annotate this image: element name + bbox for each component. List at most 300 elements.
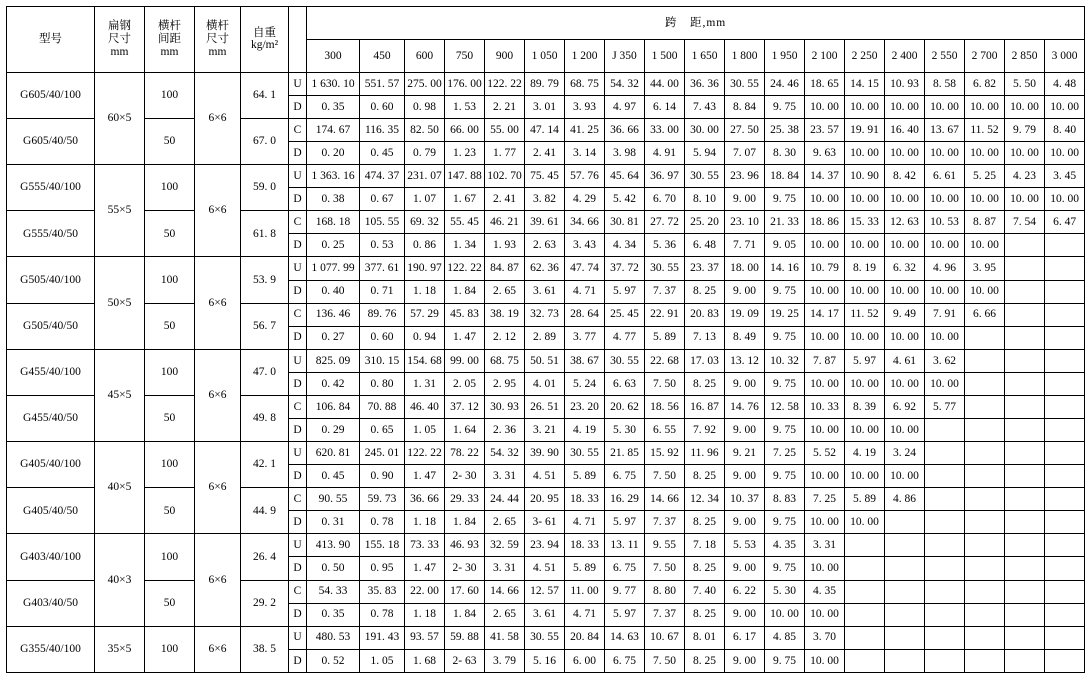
model-name: G455/40/100 bbox=[7, 349, 95, 395]
header-flat-steel: 扁钢 尺寸 mm bbox=[95, 7, 145, 73]
value-cell: 46. 21 bbox=[485, 211, 525, 234]
load-code: D bbox=[289, 95, 307, 118]
flat-steel-size: 60×5 bbox=[95, 72, 145, 164]
model-name: G355/40/100 bbox=[7, 626, 95, 672]
value-cell: 10. 00 bbox=[805, 649, 845, 672]
value-cell: 1. 31 bbox=[405, 372, 445, 395]
model-name: G403/40/100 bbox=[7, 534, 95, 580]
crossbar-size: 6×6 bbox=[195, 72, 241, 164]
value-cell: 69. 32 bbox=[405, 211, 445, 234]
value-cell: 11. 00 bbox=[565, 580, 605, 603]
value-cell bbox=[845, 626, 885, 649]
value-cell: 10. 00 bbox=[885, 372, 925, 395]
load-code: D bbox=[289, 188, 307, 211]
load-code: D bbox=[289, 649, 307, 672]
load-code: D bbox=[289, 234, 307, 257]
value-cell bbox=[1005, 488, 1045, 511]
value-cell bbox=[965, 649, 1005, 672]
table-row bbox=[7, 211, 1085, 234]
value-cell: 9. 75 bbox=[765, 188, 805, 211]
value-cell: 10. 00 bbox=[925, 142, 965, 165]
value-cell: 3. 21 bbox=[525, 419, 565, 442]
value-cell: 10. 00 bbox=[885, 419, 925, 442]
value-cell: 0. 60 bbox=[360, 326, 405, 349]
value-cell: 7. 37 bbox=[645, 603, 685, 626]
value-cell: 1. 18 bbox=[405, 280, 445, 303]
value-cell: 2. 41 bbox=[525, 142, 565, 165]
header-row-top bbox=[7, 7, 1085, 40]
value-cell: 190. 97 bbox=[405, 257, 445, 280]
value-cell: 17. 03 bbox=[685, 349, 725, 372]
value-cell: 9. 75 bbox=[765, 465, 805, 488]
value-cell: 8. 39 bbox=[845, 395, 885, 418]
value-cell: 3. 01 bbox=[525, 95, 565, 118]
value-cell: 14. 17 bbox=[805, 303, 845, 326]
self-weight-value: 26. 4 bbox=[241, 534, 289, 580]
flat-steel-size: 35×5 bbox=[95, 626, 145, 672]
value-cell: 0. 35 bbox=[307, 95, 360, 118]
value-cell: 10. 00 bbox=[1005, 188, 1045, 211]
value-cell bbox=[1005, 511, 1045, 534]
value-cell: 5. 24 bbox=[565, 372, 605, 395]
value-cell: 46. 93 bbox=[445, 534, 485, 557]
value-cell bbox=[925, 580, 965, 603]
value-cell bbox=[1045, 326, 1085, 349]
value-cell bbox=[885, 534, 925, 557]
header-span-450: 450 bbox=[360, 39, 405, 72]
model-name: G405/40/100 bbox=[7, 442, 95, 488]
value-cell: 2. 65 bbox=[485, 511, 525, 534]
value-cell: 14. 63 bbox=[605, 626, 645, 649]
value-cell bbox=[1045, 557, 1085, 580]
crossbar-spacing: 50 bbox=[145, 395, 195, 441]
value-cell: 1. 53 bbox=[445, 95, 485, 118]
value-cell: 2. 21 bbox=[485, 95, 525, 118]
value-cell: 3. 62 bbox=[925, 349, 965, 372]
load-code: C bbox=[289, 303, 307, 326]
value-cell: 10. 00 bbox=[805, 280, 845, 303]
flat-steel-size: 45×5 bbox=[95, 349, 145, 441]
value-cell: 11. 52 bbox=[845, 303, 885, 326]
value-cell bbox=[1045, 395, 1085, 418]
value-cell: 10. 00 bbox=[805, 419, 845, 442]
value-cell: 5. 52 bbox=[805, 442, 845, 465]
value-cell bbox=[1005, 557, 1045, 580]
value-cell: 35. 83 bbox=[360, 580, 405, 603]
value-cell: 9. 05 bbox=[765, 234, 805, 257]
value-cell bbox=[885, 580, 925, 603]
value-cell: 3. 82 bbox=[525, 188, 565, 211]
header-span-1500: 1 500 bbox=[645, 39, 685, 72]
value-cell: 7. 91 bbox=[925, 303, 965, 326]
value-cell: 10. 00 bbox=[1045, 95, 1085, 118]
value-cell: 310. 15 bbox=[360, 349, 405, 372]
value-cell: 25. 45 bbox=[605, 303, 645, 326]
header-crossbar-size: 横杆 尺寸 mm bbox=[195, 7, 241, 73]
value-cell bbox=[1005, 534, 1045, 557]
value-cell: 4. 85 bbox=[765, 626, 805, 649]
table-row bbox=[7, 349, 1085, 372]
value-cell: 10. 00 bbox=[925, 188, 965, 211]
value-cell bbox=[925, 557, 965, 580]
self-weight-value: 42. 1 bbox=[241, 442, 289, 488]
value-cell: 68. 75 bbox=[485, 349, 525, 372]
value-cell: 10. 00 bbox=[845, 188, 885, 211]
value-cell: 4. 51 bbox=[525, 465, 565, 488]
value-cell: 32. 73 bbox=[525, 303, 565, 326]
value-cell: 1. 05 bbox=[360, 649, 405, 672]
value-cell bbox=[1045, 419, 1085, 442]
value-cell bbox=[1005, 372, 1045, 395]
value-cell: 10. 00 bbox=[765, 603, 805, 626]
value-cell: 8. 01 bbox=[685, 626, 725, 649]
value-cell: 7. 50 bbox=[645, 557, 685, 580]
value-cell: 90. 55 bbox=[307, 488, 360, 511]
value-cell: 10. 00 bbox=[845, 372, 885, 395]
value-cell: 1 077. 99 bbox=[307, 257, 360, 280]
header-span-2250: 2 250 bbox=[845, 39, 885, 72]
value-cell bbox=[1045, 626, 1085, 649]
value-cell: 10. 00 bbox=[845, 419, 885, 442]
table-row bbox=[7, 488, 1085, 511]
value-cell: 10. 00 bbox=[925, 326, 965, 349]
value-cell: 6. 48 bbox=[685, 234, 725, 257]
value-cell: 0. 78 bbox=[360, 603, 405, 626]
value-cell: 14. 66 bbox=[485, 580, 525, 603]
value-cell: 19. 09 bbox=[725, 303, 765, 326]
value-cell: 6. 92 bbox=[885, 395, 925, 418]
value-cell: 10. 00 bbox=[885, 465, 925, 488]
value-cell: 10. 93 bbox=[885, 72, 925, 95]
value-cell bbox=[1045, 511, 1085, 534]
value-cell: 0. 40 bbox=[307, 280, 360, 303]
value-cell: 3. 31 bbox=[805, 534, 845, 557]
value-cell: 2. 65 bbox=[485, 603, 525, 626]
crossbar-size: 6×6 bbox=[195, 165, 241, 257]
self-weight-value: 64. 1 bbox=[241, 72, 289, 118]
value-cell: 30. 55 bbox=[605, 349, 645, 372]
value-cell: 0. 86 bbox=[405, 234, 445, 257]
value-cell bbox=[1045, 603, 1085, 626]
value-cell: 2. 95 bbox=[485, 372, 525, 395]
value-cell: 9. 75 bbox=[765, 649, 805, 672]
value-cell bbox=[965, 372, 1005, 395]
value-cell: 23. 37 bbox=[685, 257, 725, 280]
value-cell: 1. 64 bbox=[445, 419, 485, 442]
value-cell: 10. 00 bbox=[1045, 188, 1085, 211]
value-cell: 27. 50 bbox=[725, 119, 765, 142]
load-code: D bbox=[289, 603, 307, 626]
value-cell: 10. 00 bbox=[845, 95, 885, 118]
value-cell: 10. 00 bbox=[845, 280, 885, 303]
value-cell: 16. 87 bbox=[685, 395, 725, 418]
value-cell: 24. 44 bbox=[485, 488, 525, 511]
value-cell: 4. 71 bbox=[565, 603, 605, 626]
value-cell bbox=[1005, 465, 1045, 488]
value-cell bbox=[925, 649, 965, 672]
model-name: G505/40/50 bbox=[7, 303, 95, 349]
self-weight-value: 59. 0 bbox=[241, 165, 289, 211]
value-cell: 0. 20 bbox=[307, 142, 360, 165]
header-span-600: 600 bbox=[405, 39, 445, 72]
value-cell: 45. 64 bbox=[605, 165, 645, 188]
value-cell bbox=[925, 442, 965, 465]
value-cell: 4. 34 bbox=[605, 234, 645, 257]
value-cell bbox=[1005, 580, 1045, 603]
crossbar-spacing: 50 bbox=[145, 303, 195, 349]
value-cell: 6. 66 bbox=[965, 303, 1005, 326]
value-cell: 191. 43 bbox=[360, 626, 405, 649]
self-weight-value: 47. 0 bbox=[241, 349, 289, 395]
value-cell: 8. 19 bbox=[845, 257, 885, 280]
header-crossbar-spacing: 横杆 间距 mm bbox=[145, 7, 195, 73]
value-cell: 8. 30 bbox=[765, 142, 805, 165]
value-cell: 23. 10 bbox=[725, 211, 765, 234]
value-cell: 93. 57 bbox=[405, 626, 445, 649]
value-cell: 3. 79 bbox=[485, 649, 525, 672]
value-cell bbox=[885, 511, 925, 534]
value-cell: 38. 67 bbox=[565, 349, 605, 372]
table-row bbox=[7, 72, 1085, 95]
value-cell bbox=[1045, 488, 1085, 511]
value-cell: 9. 21 bbox=[725, 442, 765, 465]
value-cell bbox=[1005, 257, 1045, 280]
value-cell bbox=[1005, 326, 1045, 349]
value-cell: 0. 67 bbox=[360, 188, 405, 211]
value-cell: 13. 11 bbox=[605, 534, 645, 557]
value-cell: 1. 68 bbox=[405, 649, 445, 672]
value-cell: 0. 94 bbox=[405, 326, 445, 349]
value-cell: 36. 97 bbox=[645, 165, 685, 188]
value-cell: 16. 40 bbox=[885, 119, 925, 142]
crossbar-size: 6×6 bbox=[195, 626, 241, 672]
value-cell: 102. 70 bbox=[485, 165, 525, 188]
value-cell: 7. 18 bbox=[685, 534, 725, 557]
value-cell: 45. 83 bbox=[445, 303, 485, 326]
value-cell: 20. 62 bbox=[605, 395, 645, 418]
value-cell: 6. 14 bbox=[645, 95, 685, 118]
value-cell: 3. 95 bbox=[965, 257, 1005, 280]
value-cell: 2. 89 bbox=[525, 326, 565, 349]
value-cell: 10. 37 bbox=[725, 488, 765, 511]
model-name: G455/40/50 bbox=[7, 395, 95, 441]
crossbar-spacing: 100 bbox=[145, 72, 195, 118]
value-cell: 7. 50 bbox=[645, 465, 685, 488]
value-cell bbox=[965, 511, 1005, 534]
self-weight-value: 49. 8 bbox=[241, 395, 289, 441]
value-cell: 8. 25 bbox=[685, 372, 725, 395]
value-cell: 30. 55 bbox=[565, 442, 605, 465]
value-cell: 4. 86 bbox=[885, 488, 925, 511]
value-cell: 9. 77 bbox=[605, 580, 645, 603]
header-span-1200: 1 200 bbox=[565, 39, 605, 72]
value-cell: 0. 29 bbox=[307, 419, 360, 442]
value-cell: 10. 00 bbox=[845, 142, 885, 165]
value-cell: 8. 58 bbox=[925, 72, 965, 95]
value-cell: 2. 12 bbox=[485, 326, 525, 349]
value-cell: 7. 25 bbox=[805, 488, 845, 511]
value-cell: 0. 45 bbox=[360, 142, 405, 165]
value-cell: 7. 54 bbox=[1005, 211, 1045, 234]
value-cell: 10. 00 bbox=[925, 95, 965, 118]
value-cell: 18. 84 bbox=[765, 165, 805, 188]
value-cell: 9. 75 bbox=[765, 557, 805, 580]
model-name: G555/40/100 bbox=[7, 165, 95, 211]
value-cell: 3. 77 bbox=[565, 326, 605, 349]
value-cell: 245. 01 bbox=[360, 442, 405, 465]
value-cell: 9. 00 bbox=[725, 511, 765, 534]
header-span-1650: 1 650 bbox=[685, 39, 725, 72]
model-name: G605/40/50 bbox=[7, 119, 95, 165]
value-cell: 75. 45 bbox=[525, 165, 565, 188]
value-cell: 3. 70 bbox=[805, 626, 845, 649]
value-cell: 3. 61 bbox=[525, 603, 565, 626]
value-cell bbox=[885, 649, 925, 672]
value-cell: 7. 13 bbox=[685, 326, 725, 349]
value-cell: 105. 55 bbox=[360, 211, 405, 234]
value-cell: 551. 57 bbox=[360, 72, 405, 95]
value-cell: 55. 00 bbox=[485, 119, 525, 142]
value-cell: 24. 46 bbox=[765, 72, 805, 95]
value-cell: 4. 71 bbox=[565, 280, 605, 303]
value-cell: 5. 97 bbox=[605, 511, 645, 534]
value-cell bbox=[965, 557, 1005, 580]
value-cell bbox=[1005, 649, 1045, 672]
value-cell: 0. 80 bbox=[360, 372, 405, 395]
value-cell: 122. 22 bbox=[405, 442, 445, 465]
load-code: C bbox=[289, 395, 307, 418]
value-cell: 1. 84 bbox=[445, 603, 485, 626]
value-cell bbox=[925, 488, 965, 511]
value-cell: 23. 57 bbox=[805, 119, 845, 142]
value-cell: 4. 51 bbox=[525, 557, 565, 580]
value-cell: 22. 68 bbox=[645, 349, 685, 372]
header-span-1050: 1 050 bbox=[525, 39, 565, 72]
table-row bbox=[7, 395, 1085, 418]
value-cell bbox=[845, 557, 885, 580]
header-span-3000: 3 000 bbox=[1045, 39, 1085, 72]
value-cell: 12. 58 bbox=[765, 395, 805, 418]
value-cell: 8. 40 bbox=[1045, 119, 1085, 142]
value-cell: 18. 00 bbox=[725, 257, 765, 280]
value-cell: 4. 35 bbox=[805, 580, 845, 603]
value-cell: 1. 34 bbox=[445, 234, 485, 257]
value-cell: 7. 07 bbox=[725, 142, 765, 165]
value-cell: 9. 55 bbox=[645, 534, 685, 557]
header-span-J350: J 350 bbox=[605, 39, 645, 72]
value-cell: 4. 19 bbox=[845, 442, 885, 465]
value-cell bbox=[1005, 603, 1045, 626]
load-code: U bbox=[289, 534, 307, 557]
load-code: D bbox=[289, 142, 307, 165]
value-cell: 34. 66 bbox=[565, 211, 605, 234]
value-cell: 5. 89 bbox=[565, 557, 605, 580]
value-cell: 5. 30 bbox=[605, 419, 645, 442]
value-cell: 0. 35 bbox=[307, 603, 360, 626]
value-cell: 7. 25 bbox=[765, 442, 805, 465]
value-cell: 59. 88 bbox=[445, 626, 485, 649]
value-cell: 10. 67 bbox=[645, 626, 685, 649]
value-cell: 4. 48 bbox=[1045, 72, 1085, 95]
value-cell: 3. 24 bbox=[885, 442, 925, 465]
header-model: 型号 bbox=[7, 7, 95, 73]
table-row bbox=[7, 626, 1085, 649]
load-code: U bbox=[289, 349, 307, 372]
value-cell bbox=[965, 349, 1005, 372]
value-cell: 23. 94 bbox=[525, 534, 565, 557]
value-cell: 5. 89 bbox=[565, 465, 605, 488]
value-cell: 7. 71 bbox=[725, 234, 765, 257]
value-cell: 38. 19 bbox=[485, 303, 525, 326]
value-cell: 9. 00 bbox=[725, 419, 765, 442]
value-cell: 18. 86 bbox=[805, 211, 845, 234]
value-cell bbox=[1045, 280, 1085, 303]
value-cell: 5. 50 bbox=[1005, 72, 1045, 95]
header-span-2100: 2 100 bbox=[805, 39, 845, 72]
load-code: U bbox=[289, 165, 307, 188]
value-cell: 78. 22 bbox=[445, 442, 485, 465]
value-cell: 20. 83 bbox=[685, 303, 725, 326]
value-cell: 0. 78 bbox=[360, 511, 405, 534]
value-cell: 19. 91 bbox=[845, 119, 885, 142]
value-cell: 1. 77 bbox=[485, 142, 525, 165]
value-cell bbox=[885, 557, 925, 580]
value-cell bbox=[965, 488, 1005, 511]
value-cell: 0. 90 bbox=[360, 465, 405, 488]
value-cell: 41. 25 bbox=[565, 119, 605, 142]
value-cell: 10. 90 bbox=[845, 165, 885, 188]
value-cell: 30. 55 bbox=[725, 72, 765, 95]
table-row bbox=[7, 442, 1085, 465]
value-cell: 4. 96 bbox=[925, 257, 965, 280]
value-cell: 5. 25 bbox=[965, 165, 1005, 188]
value-cell: 6. 75 bbox=[605, 649, 645, 672]
value-cell: 10. 00 bbox=[845, 465, 885, 488]
value-cell: 10. 33 bbox=[805, 395, 845, 418]
value-cell: 5. 36 bbox=[645, 234, 685, 257]
crossbar-spacing: 100 bbox=[145, 349, 195, 395]
model-name: G505/40/100 bbox=[7, 257, 95, 303]
value-cell: 5. 30 bbox=[765, 580, 805, 603]
value-cell: 2. 05 bbox=[445, 372, 485, 395]
value-cell: 6. 22 bbox=[725, 580, 765, 603]
value-cell: 22. 00 bbox=[405, 580, 445, 603]
value-cell: 8. 25 bbox=[685, 511, 725, 534]
value-cell: 275. 00 bbox=[405, 72, 445, 95]
value-cell: 9. 79 bbox=[1005, 119, 1045, 142]
value-cell bbox=[845, 603, 885, 626]
value-cell: 122. 22 bbox=[485, 72, 525, 95]
value-cell bbox=[965, 603, 1005, 626]
value-cell bbox=[885, 626, 925, 649]
value-cell: 3. 43 bbox=[565, 234, 605, 257]
value-cell: 7. 43 bbox=[685, 95, 725, 118]
value-cell: 4. 19 bbox=[565, 419, 605, 442]
value-cell: 9. 00 bbox=[725, 603, 765, 626]
value-cell: 70. 88 bbox=[360, 395, 405, 418]
value-cell: 3. 31 bbox=[485, 557, 525, 580]
self-weight-value: 38. 5 bbox=[241, 626, 289, 672]
value-cell: 27. 72 bbox=[645, 211, 685, 234]
value-cell: 9. 75 bbox=[765, 280, 805, 303]
value-cell bbox=[1045, 442, 1085, 465]
value-cell: 5. 16 bbox=[525, 649, 565, 672]
value-cell: 5. 94 bbox=[685, 142, 725, 165]
value-cell: 6. 17 bbox=[725, 626, 765, 649]
value-cell bbox=[965, 395, 1005, 418]
value-cell: 377. 61 bbox=[360, 257, 405, 280]
value-cell: 5. 89 bbox=[645, 326, 685, 349]
